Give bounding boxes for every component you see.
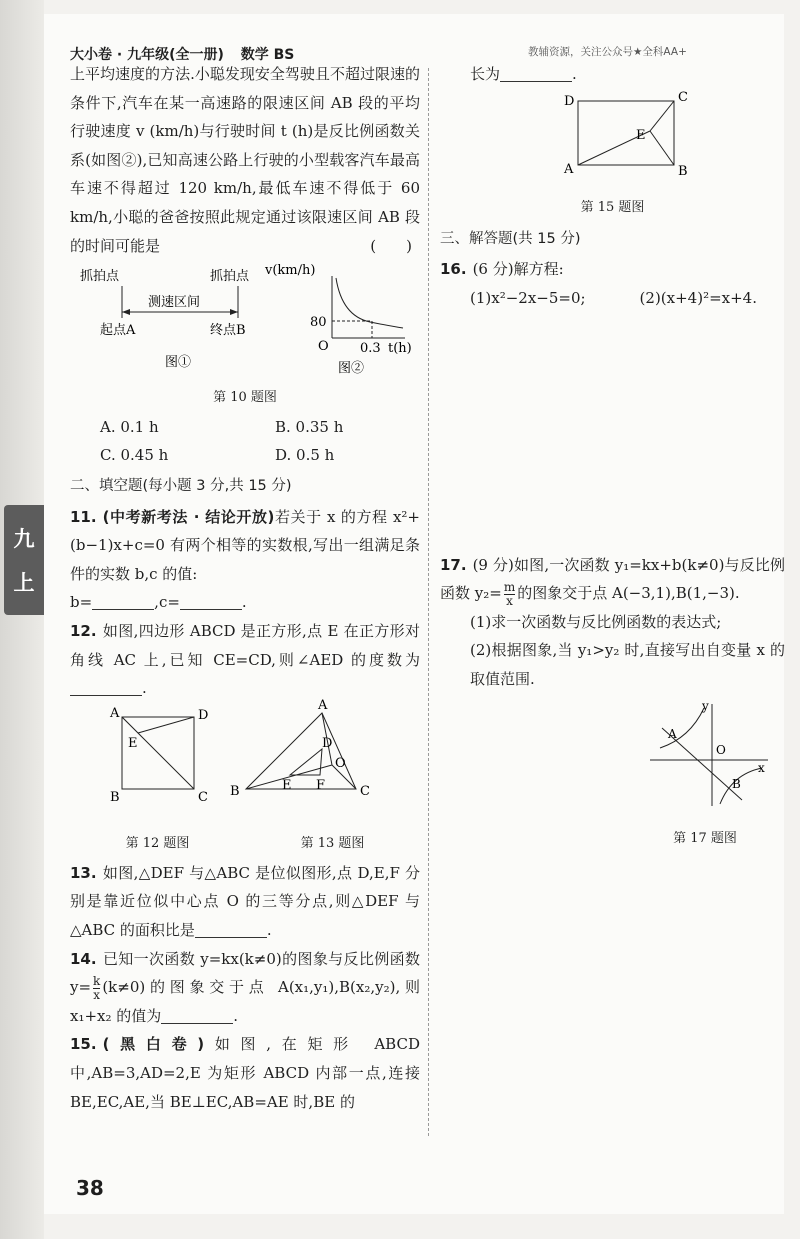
fig1-cam2-label: 抓拍点 bbox=[210, 269, 250, 285]
q10-option-a: A. 0.1 h bbox=[100, 417, 159, 436]
q16 bbox=[440, 255, 785, 284]
q16-number: 16. bbox=[440, 260, 467, 279]
fig13-label-d: D bbox=[322, 735, 333, 751]
fig15-segment-be bbox=[650, 131, 674, 165]
fig15-label-b: B bbox=[678, 163, 688, 179]
q16-part1: (1)x²−2x−5=0; bbox=[470, 288, 586, 307]
fig13-caption: 第 13 题图 bbox=[300, 836, 365, 852]
q15 bbox=[70, 1030, 420, 1116]
fig2-caption: 图② bbox=[338, 361, 365, 377]
left-column bbox=[70, 60, 420, 1116]
fig12-13 bbox=[70, 697, 420, 825]
q14-frac-top: k bbox=[93, 973, 101, 988]
q11-b-label: b= bbox=[70, 593, 93, 612]
fig13-label-f: F bbox=[316, 777, 326, 793]
fig15-rectangle bbox=[578, 101, 674, 165]
q15-text: 如图,在矩形 ABCD 中,AB=3,AD=2,E 为矩形 ABCD 内部一点,连接 BE,EC,AE,当 BE⊥EC,AB=AE 时,BE 的 bbox=[70, 1035, 420, 1111]
fig17-svg bbox=[640, 700, 770, 810]
grade-side-tab bbox=[4, 505, 44, 615]
fig13-triangle-abc bbox=[246, 713, 356, 789]
q17 bbox=[440, 551, 785, 608]
fig12-label-b: B bbox=[110, 789, 120, 805]
q15-number: 15. bbox=[70, 1035, 97, 1054]
q13-text: 如图,△DEF 与△ABC 是位似图形,点 D,E,F 分别是靠近位似中心点 O 的三等分点,则△DEF 与△ABC 的面积比是 bbox=[70, 863, 420, 940]
fig13-label-o: O bbox=[335, 755, 346, 771]
q15-cont-text: 长为 bbox=[470, 65, 501, 83]
fig1-arrow-right bbox=[230, 309, 238, 315]
fig17-label-x: x bbox=[758, 760, 765, 775]
fig2-xlabel: t(h) bbox=[388, 341, 412, 357]
q14: 14. 已知一次函数 y=kx(k≠0)的图象与反比例函数 y= $\frac{k}{x}$ (k≠0)的图象交于点 A(x₁,y₁),B(x₂,y₂),则 x₁+x₂ 的值为 . bbox=[70, 949, 420, 1025]
fig1-speed-zone bbox=[80, 268, 250, 370]
q10-figure-svg bbox=[70, 263, 420, 378]
q14-frac-bottom: x bbox=[93, 987, 101, 1002]
page-number: 38 bbox=[76, 1176, 104, 1200]
q16-work-space bbox=[440, 313, 785, 551]
fig15-caption: 第 15 题图 bbox=[580, 200, 645, 216]
fig12-square bbox=[109, 706, 208, 805]
fig15-label-e: E bbox=[636, 127, 646, 143]
fig13-label-c: C bbox=[360, 783, 370, 799]
fig12-segment-ed bbox=[138, 717, 194, 733]
fig1-caption: 图① bbox=[165, 355, 192, 371]
q11-c-label: ,c= bbox=[154, 593, 180, 612]
q14-blank bbox=[161, 1007, 233, 1024]
fig1-arrow-left bbox=[122, 309, 130, 315]
fig13-triangle-def bbox=[290, 749, 322, 775]
promo-text: 教辅资源，关注公众号★全科AA+ bbox=[528, 46, 687, 58]
q16-text: (6 分)解方程: bbox=[472, 260, 564, 279]
fig12-label-c: C bbox=[198, 789, 208, 805]
side-tab-line2: 上 bbox=[13, 571, 35, 595]
q14-number: 14. bbox=[70, 949, 97, 968]
q13-blank bbox=[195, 921, 267, 938]
section-solve-heading: 三、解答题(共 15 分) bbox=[440, 230, 581, 247]
book-title: 大小卷 · 九年级(全一册) bbox=[70, 47, 224, 63]
fig1-end-label: 终点B bbox=[210, 323, 246, 339]
q12: 12. 如图,四边形 ABCD 是正方形,点 E 在正方形对角线 AC 上,已知 CE=CD,则∠AED 的度数为. bbox=[70, 621, 420, 698]
q11-number: 11. bbox=[70, 507, 97, 526]
q11-text: 若关于 x 的方程 x²+(b−1)x+c=0 有两个相等的实数根,写出一组满足条件的实数 b,c 的值: bbox=[70, 507, 420, 583]
fig2-x03: 0.3 bbox=[360, 341, 381, 357]
fig13-triangles bbox=[230, 698, 370, 799]
fig17-label-b: B bbox=[732, 776, 741, 791]
fig17-label-y: y bbox=[702, 698, 709, 713]
q14-fraction bbox=[93, 975, 100, 1002]
fig2-ylabel: v(km/h) bbox=[265, 263, 316, 279]
q11: 11. (中考新考法 · 结论开放)若关于 x 的方程 x²+(b−1)x+c=0 有两个相等的实数根,写出一组满足条件的实数 b,c 的值: b= ,c= . bbox=[70, 507, 420, 612]
side-tab-line1: 九 bbox=[13, 527, 35, 551]
q17-text1: (9 分)如图,一次函数 y₁=kx+b(k≠0)与反比例函数 y₂= bbox=[440, 555, 785, 603]
fig17-label-a: A bbox=[668, 726, 677, 741]
fig15-label-c: C bbox=[678, 89, 688, 105]
q17-part1: (1)求一次函数与反比例函数的表达式; bbox=[470, 612, 722, 631]
fig15-svg bbox=[440, 89, 780, 179]
fig17 bbox=[440, 700, 785, 820]
q12-blank bbox=[70, 679, 142, 696]
fig12-caption: 第 12 题图 bbox=[125, 836, 190, 852]
fig12-13-svg bbox=[70, 697, 420, 815]
subject-label: 数学 BS bbox=[240, 47, 295, 63]
right-column bbox=[440, 60, 785, 854]
q13: 13. 如图,△DEF 与△ABC 是位似图形,点 D,E,F 分别是靠近位似中心点 O 的三等分点,则△DEF 与△ABC 的面积比是 . bbox=[70, 863, 420, 940]
q10-text: 上平均速度的方法.小聪发现安全驾驶且不超过限速的条件下,汽车在某一高速路的限速区间 AB 段的平均行驶速度 v (km/h)与行驶时间 t (h)是反比例函数关系(如图②),已知高速公路上行驶的小型载客汽车最高车速不得超过 120 km/h,最低车速不得低于 60 km/h,小聪的爸爸按照此规定通过该限速区间 AB 段的时间可能是 ( ) bbox=[70, 60, 420, 260]
q12-text: 如图,四边形 ABCD 是正方形,点 E 在正方形对角线 AC 上,已知 CE=CD,则∠AED 的度数为 bbox=[70, 621, 420, 669]
q11-c-blank bbox=[180, 593, 242, 610]
fig2-origin: O bbox=[318, 339, 329, 355]
q17-part2: (2)根据图象,当 y₁>y₂ 时,直接写出自变量 x 的取值范围. bbox=[470, 641, 785, 688]
book-spine bbox=[0, 0, 44, 1239]
q15-continued: 长为 . bbox=[470, 65, 577, 83]
q17-frac-bottom: x bbox=[506, 593, 513, 608]
fig15-segment-ec bbox=[650, 101, 674, 131]
fig17-caption: 第 17 题图 bbox=[673, 831, 737, 847]
fig1-start-label: 起点A bbox=[100, 323, 136, 339]
fig1-zone-label: 测速区间 bbox=[148, 295, 201, 311]
q11-b-blank bbox=[92, 593, 154, 610]
q15-tag: (黑白卷) bbox=[102, 1035, 205, 1054]
fig13-label-a: A bbox=[318, 697, 328, 713]
fig13-label-e: E bbox=[282, 777, 292, 793]
fig2-graph bbox=[264, 263, 412, 376]
q10-option-b: B. 0.35 h bbox=[275, 417, 344, 436]
fig2-y80: 80 bbox=[310, 315, 327, 331]
fig15 bbox=[440, 89, 785, 189]
q14-text2: (k≠0)的图象交于点 A(x₁,y₁),B(x₂,y₂),则 x₁+x₂ 的值为 bbox=[70, 978, 420, 1025]
fig12-label-d: D bbox=[198, 707, 209, 723]
fig15-label-d: D bbox=[564, 93, 575, 109]
q10-caption: 第 10 题图 bbox=[213, 390, 277, 406]
fig17-hyperbola-upper-left bbox=[660, 708, 704, 748]
q13-number: 13. bbox=[70, 863, 97, 882]
fig1-cam1-label: 抓拍点 bbox=[80, 269, 120, 285]
q10-option-d: D. 0.5 h bbox=[275, 446, 335, 465]
q10-figures bbox=[70, 263, 420, 378]
q17-number: 17. bbox=[440, 555, 467, 574]
q12-number: 12. bbox=[70, 621, 97, 640]
q10-options bbox=[70, 413, 420, 470]
q16-part2: (2)(x+4)²=x+4. bbox=[639, 288, 757, 307]
q14-text1: 已知一次函数 y=kx(k≠0)的图象与反比例函数 y= bbox=[70, 949, 420, 997]
q17-fraction bbox=[504, 581, 515, 608]
section-fill-blank-heading: 二、填空题(每小题 3 分,共 15 分) bbox=[70, 477, 292, 494]
q11-tag: (中考新考法 · 结论开放) bbox=[102, 507, 275, 526]
q17-text2: 的图象交于点 A(−3,1),B(1,−3). bbox=[517, 584, 740, 603]
fig17-label-o: O bbox=[716, 742, 726, 757]
q10-option-c: C. 0.45 h bbox=[100, 446, 169, 465]
fig12-13-captions bbox=[70, 830, 420, 859]
fig13-label-b: B bbox=[230, 783, 240, 799]
q10-answer-paren: ( ) bbox=[370, 236, 412, 255]
fig15-label-a: A bbox=[564, 161, 574, 177]
fig12-label-e: E bbox=[128, 735, 138, 751]
q15-blank bbox=[500, 65, 572, 82]
q16-parts bbox=[440, 284, 785, 313]
q17-frac-top: m bbox=[503, 579, 516, 594]
fig12-label-a: A bbox=[110, 705, 120, 721]
column-divider bbox=[428, 68, 429, 1136]
